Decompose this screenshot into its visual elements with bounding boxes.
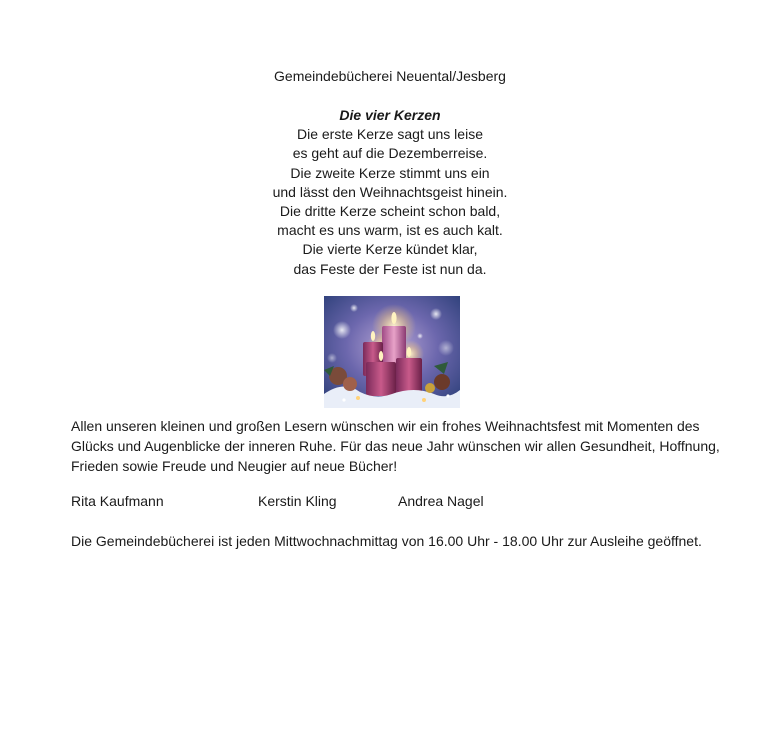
poem-line: macht es uns warm, ist es auch kalt. (277, 222, 503, 239)
poem-line: es geht auf die Dezemberreise. (292, 145, 488, 162)
signature-name: Andrea Nagel (398, 493, 484, 509)
poem-line: Die zweite Kerze stimmt uns ein (290, 164, 490, 181)
poem (0, 106, 780, 279)
poem-line: Die dritte Kerze scheint schon bald, (279, 203, 501, 220)
advent-candles-image (324, 296, 460, 408)
opening-hours-paragraph: Die Gemeindebücherei ist jeden Mittwochnachmittag von 16.00 Uhr - 18.00 Uhr zur Ausleihe geöffnet. (71, 533, 702, 549)
signature-name: Rita Kaufmann (71, 493, 164, 509)
organization-name: Gemeindebücherei Neuental/Jesberg (274, 68, 506, 84)
signature-name: Kerstin Kling (258, 493, 337, 509)
greeting-paragraph: Allen unseren kleinen und großen Lesern wünschen wir ein frohes Weihnachtsfest mit Momenten des Glücks und Augenblicke der inneren Ruhe. Für das neue Jahr wünschen wir allen Gesundheit, Hoffnung, Frieden sowie Freude und Neugier auf neue Bücher! (71, 418, 720, 474)
poem-line: das Feste der Feste ist nun da. (293, 260, 487, 277)
poem-line: und lässt den Weihnachtsgeist hinein. (272, 183, 508, 200)
poem-title: Die vier Kerzen (339, 107, 441, 123)
poem-line: Die vierte Kerze kündet klar, (302, 241, 478, 258)
poem-line: Die erste Kerze sagt uns leise (297, 126, 483, 143)
